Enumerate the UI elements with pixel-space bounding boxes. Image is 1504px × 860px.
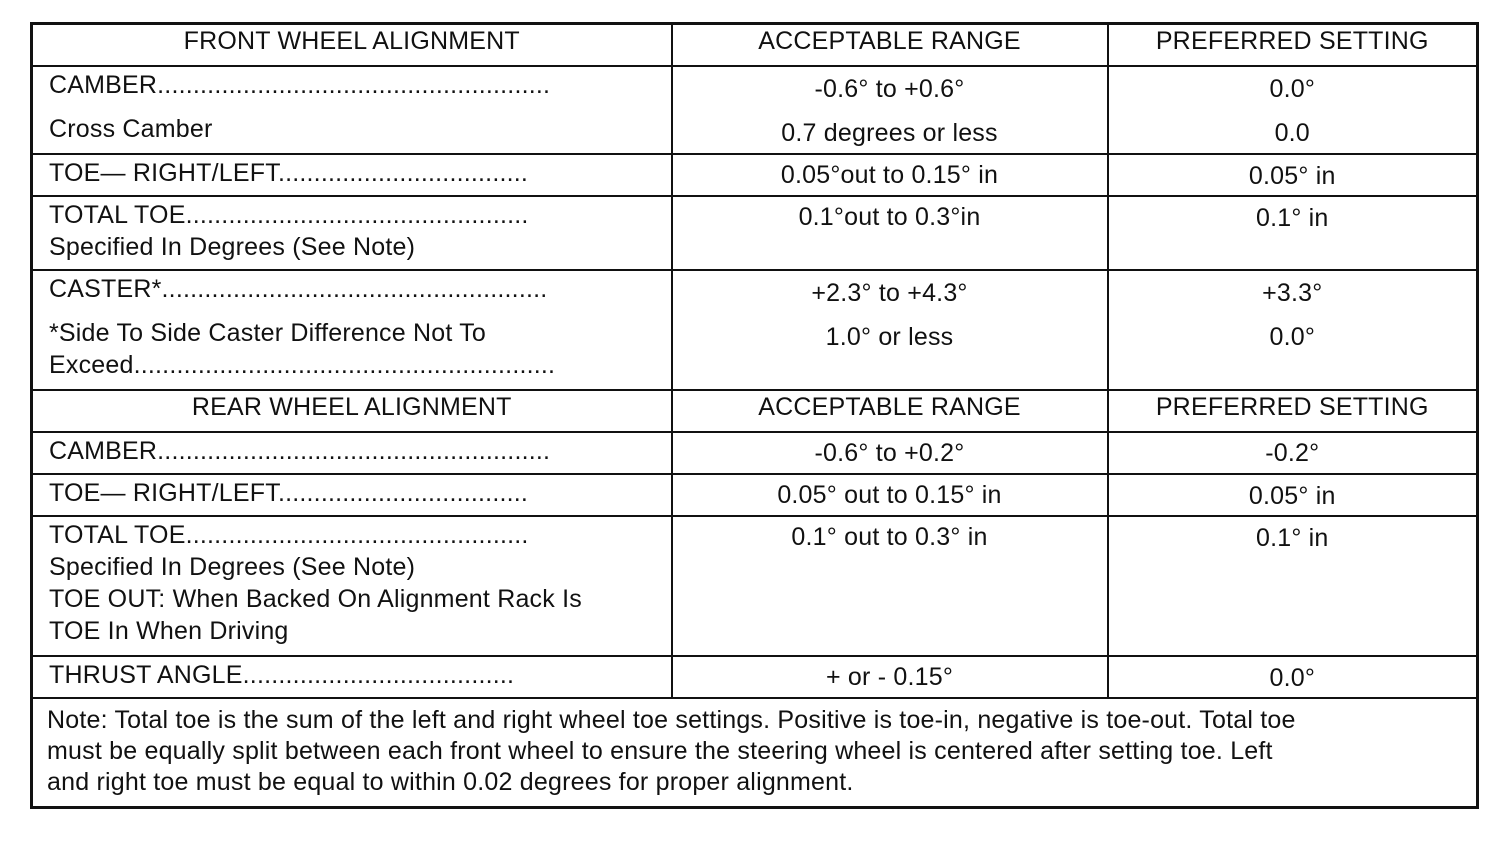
rear-toe-row [32, 474, 1478, 516]
rear-thrust-angle-preferred: 0.0° [1108, 656, 1478, 698]
rear-camber-preferred: -0.2° [1108, 432, 1478, 474]
front-total-toe-label-cell [32, 196, 672, 270]
front-caster-diff-range: 1.0° or less [825, 323, 954, 351]
rear-total-toe-preferred: 0.1° in [1108, 516, 1478, 656]
rear-total-toe-label-cell [32, 516, 672, 656]
front-camber-label: CAMBER....................................................... [49, 71, 551, 99]
rear-total-toe-sub3: TOE In When Driving [49, 617, 289, 645]
front-cross-camber-label: Cross Camber [49, 115, 213, 143]
note-line-3: and right toe must be equal to within 0.02 degrees for proper alignment. [47, 768, 854, 796]
front-caster-range: +2.3° to +4.3° [811, 279, 968, 307]
front-caster-preferred: +3.3° [1262, 279, 1323, 307]
rear-total-toe-range: 0.1° out to 0.3° in [672, 516, 1108, 656]
front-camber-row [32, 66, 1478, 154]
front-caster-diff-label-1: *Side To Side Caster Difference Not To [49, 319, 487, 347]
front-caster-row [32, 270, 1478, 390]
note-line-1: Note: Total toe is the sum of the left and right wheel toe settings. Positive is toe-in, negative is toe-out. Total toe [47, 706, 1296, 734]
rear-total-toe-label: TOTAL TOE................................................ [49, 521, 529, 549]
front-cross-camber-preferred: 0.0 [1274, 119, 1310, 147]
rear-thrust-angle-row [32, 656, 1478, 698]
front-total-toe-label: TOTAL TOE................................................ [49, 201, 529, 229]
rear-total-toe-sub2: TOE OUT: When Backed On Alignment Rack Is [49, 585, 582, 613]
front-total-toe-range: 0.1°out to 0.3°in [672, 196, 1108, 270]
front-header-preferred: PREFERRED SETTING [1108, 24, 1478, 67]
front-camber-range: -0.6° to +0.6° [814, 75, 965, 103]
front-camber-preferred-cell [1108, 66, 1478, 154]
front-camber-preferred: 0.0° [1269, 75, 1316, 103]
rear-toe-label: TOE— RIGHT/LEFT................................... [32, 474, 672, 516]
front-camber-label-cell [32, 66, 672, 154]
rear-thrust-angle-range: + or - 0.15° [672, 656, 1108, 698]
rear-camber-row [32, 432, 1478, 474]
note-line-2: must be equally split between each front wheel to ensure the steering wheel is centered after setting toe. Left [47, 737, 1273, 765]
front-caster-diff-preferred: 0.0° [1269, 323, 1316, 351]
rear-header-preferred: PREFERRED SETTING [1108, 390, 1478, 432]
front-caster-label: CASTER*...................................................... [49, 275, 548, 303]
note-row [32, 698, 1478, 808]
rear-header-range: ACCEPTABLE RANGE [672, 390, 1108, 432]
rear-thrust-angle-label: THRUST ANGLE...................................... [32, 656, 672, 698]
front-toe-row [32, 154, 1478, 196]
front-caster-range-cell [672, 270, 1108, 390]
rear-header-row [32, 390, 1478, 432]
front-cross-camber-range: 0.7 degrees or less [781, 119, 998, 147]
front-toe-label: TOE— RIGHT/LEFT................................... [32, 154, 672, 196]
rear-total-toe-row [32, 516, 1478, 656]
front-toe-range: 0.05°out to 0.15° in [672, 154, 1108, 196]
front-caster-diff-label-2: Exceed........................................................... [49, 351, 556, 379]
rear-toe-range: 0.05° out to 0.15° in [672, 474, 1108, 516]
rear-header-label: REAR WHEEL ALIGNMENT [32, 390, 672, 432]
rear-camber-label: CAMBER....................................................... [32, 432, 672, 474]
front-caster-label-cell [32, 270, 672, 390]
front-header-label: FRONT WHEEL ALIGNMENT [32, 24, 672, 67]
front-total-toe-sub: Specified In Degrees (See Note) [49, 233, 416, 261]
front-total-toe-preferred: 0.1° in [1108, 196, 1478, 270]
alignment-spec-table [30, 22, 1479, 809]
rear-camber-range: -0.6° to +0.2° [672, 432, 1108, 474]
front-caster-preferred-cell [1108, 270, 1478, 390]
front-header-row [32, 24, 1478, 67]
note-cell [32, 698, 1478, 808]
rear-total-toe-sub1: Specified In Degrees (See Note) [49, 553, 416, 581]
rear-toe-preferred: 0.05° in [1108, 474, 1478, 516]
front-total-toe-row [32, 196, 1478, 270]
front-camber-range-cell [672, 66, 1108, 154]
front-toe-preferred: 0.05° in [1108, 154, 1478, 196]
front-header-range: ACCEPTABLE RANGE [672, 24, 1108, 67]
